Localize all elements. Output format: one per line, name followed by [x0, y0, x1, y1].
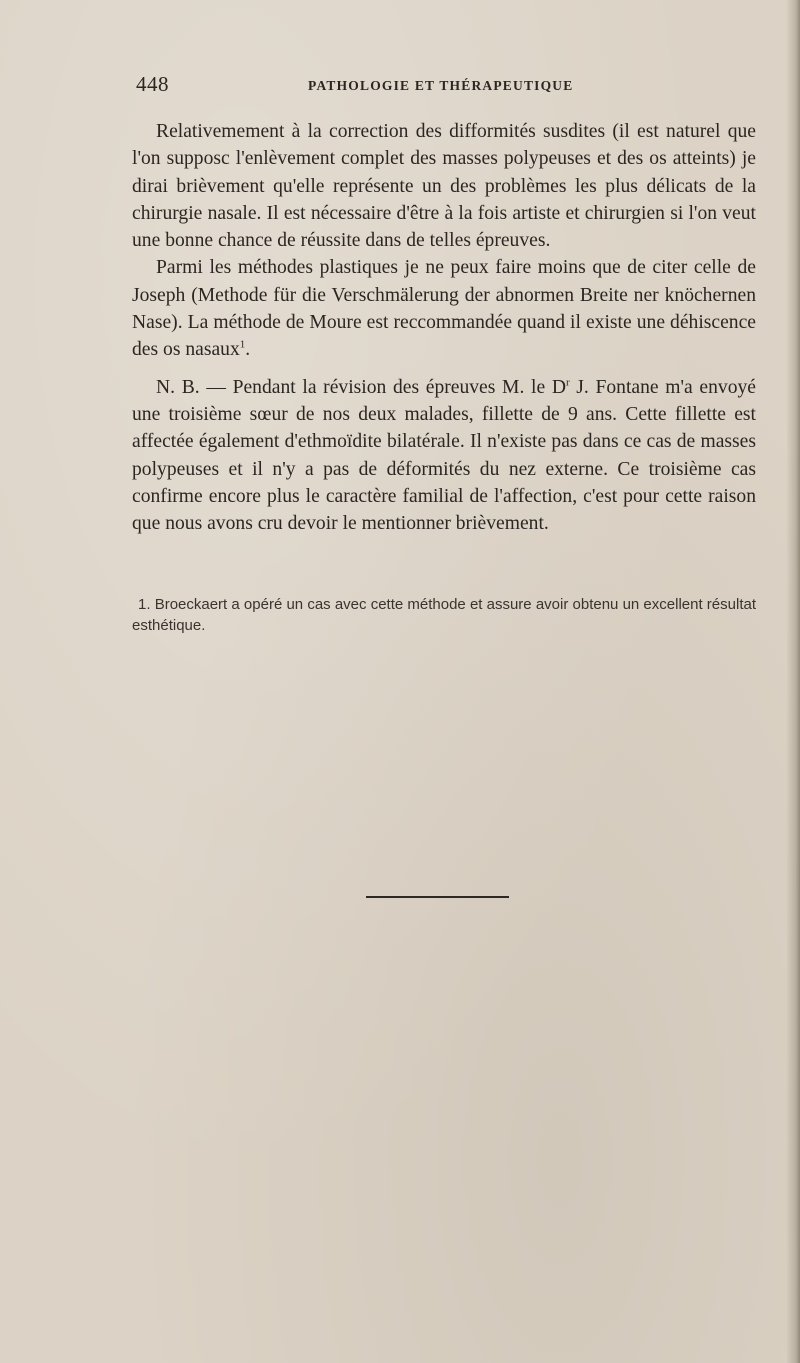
- footnote: [132, 594, 756, 636]
- paragraph-end: .: [245, 339, 251, 361]
- nota-bene-text: J. Fontane m'a envoyé une troisième sœur de nos deux malades, fillette de 9 ans. Cette fillette est affectée également d'ethmoïdite bilatérale. Il n'existe pas dans ce cas de masses polypeuses et il n'y a pas de déformités du nez externe. Ce troisième cas confirme encore plus le caractère familial de l'affection, c'est pour cette raison que nous avons cru devoir le mentionner brièvement.: [132, 376, 756, 535]
- paragraph: [132, 254, 756, 363]
- page-number: 448: [136, 72, 169, 96]
- page-edge-shadow: [786, 0, 800, 1363]
- page-header: [136, 72, 756, 102]
- paragraph: Relativemement à la correction des difformités susdites (il est naturel que l'on supposc l'enlèvement complet des masses polypeuses et des os atteints) je dirai brièvement qu'elle représente un des problèmes les plus délicats de la chirurgie nasale. Il est nécessaire d'être à la fois artiste et chirurgien si l'on veut une bonne chance de réussite dans de telles épreuves.: [132, 121, 756, 252]
- running-title: PATHOLOGIE ET THÉRAPEUTIQUE: [308, 78, 574, 93]
- end-rule: [366, 896, 509, 898]
- doctor-superscript: r: [565, 376, 570, 389]
- nota-bene-paragraph: [132, 374, 756, 538]
- main-text: [132, 118, 756, 537]
- footnote-reference: 1: [239, 338, 246, 351]
- footnote-number: 1.: [138, 596, 151, 613]
- nota-bene-prefix: N. B. — Pendant la révision des épreuves M. le D: [156, 376, 566, 398]
- footnote-text: Broeckaert a opéré un cas avec cette méthode et assure avoir obtenu un excellent résultat esthétique.: [132, 596, 756, 634]
- footnote-entry: [132, 594, 756, 636]
- paragraph-text: Parmi les méthodes plastiques je ne peux faire moins que de citer celle de Joseph (Methode für die Verschmälerung der abnormen Breite ner knöchernen Nase). La méthode de Moure est reccommandée quand il existe une déhiscence des os nasaux: [132, 257, 756, 361]
